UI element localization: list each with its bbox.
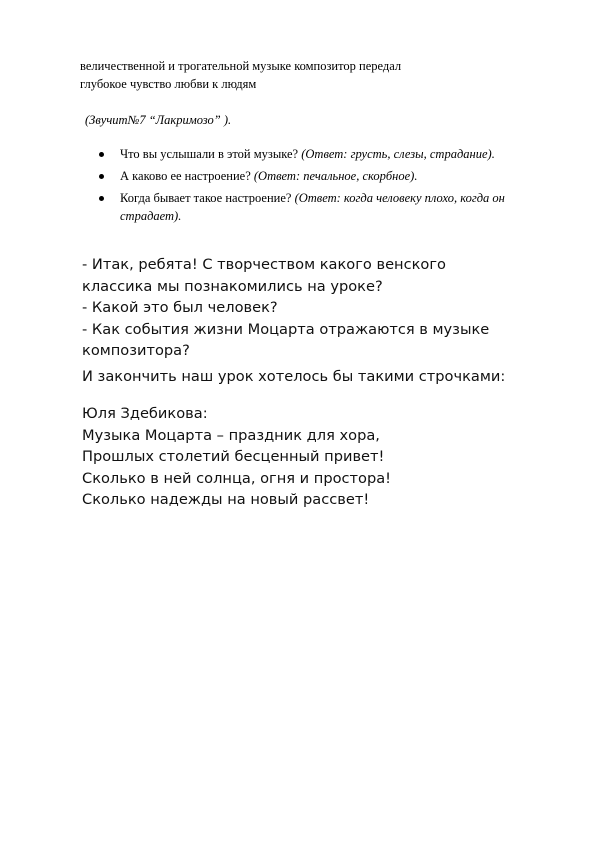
lesson-questions <box>82 254 555 362</box>
question-line: - Итак, ребята! С творчеством какого венского <box>82 256 446 273</box>
bullet-answer: (Ответ: печальное, скорбное). <box>253 169 418 183</box>
poem-line: Прошлых столетий бесценный привет! <box>82 448 385 465</box>
bullet-question: А каково ее настроение? <box>120 169 254 183</box>
bullet-icon <box>99 174 104 179</box>
poem-line: Музыка Моцарта – праздник для хора, <box>82 426 380 444</box>
bullet-question: Когда бывает такое настроение? <box>120 191 295 205</box>
question-list <box>96 145 526 229</box>
bullet-answer: (Ответ: когда человеку плохо, когда он страдает). <box>120 191 505 223</box>
poem-line: Сколько надежды на новый рассвет! <box>82 491 370 508</box>
list-item <box>96 145 526 163</box>
bullet-answer: (Ответ: грусть, слезы, страдание). <box>301 147 495 161</box>
intro-line: величественной и трогательной музыке композитор передал <box>80 59 402 73</box>
poem-author: Юля Здебикова: <box>82 405 208 422</box>
question-line: - Какой это был человек? <box>82 299 278 316</box>
list-item <box>96 167 526 185</box>
closing-text: И закончить наш урок хотелось бы такими строчками: <box>82 368 506 385</box>
question-line: - Как события жизни Моцарта отражаются в музыке <box>82 320 490 338</box>
sound-note: (Звучит№7 “Лакримозо” ). <box>85 113 232 127</box>
bullet-icon <box>99 196 104 201</box>
poem-line: Сколько в ней солнца, огня и простора! <box>82 469 392 487</box>
bullet-question: Что вы услышали в этой музыке? <box>120 147 302 161</box>
question-line: классика мы познакомились на уроке? <box>82 277 383 295</box>
question-line: композитора? <box>82 342 190 359</box>
list-item <box>96 189 526 225</box>
intro-paragraph <box>80 57 555 93</box>
intro-line: глубокое чувство любви к людям <box>80 77 257 91</box>
bullet-icon <box>99 152 104 157</box>
poem <box>82 403 555 511</box>
